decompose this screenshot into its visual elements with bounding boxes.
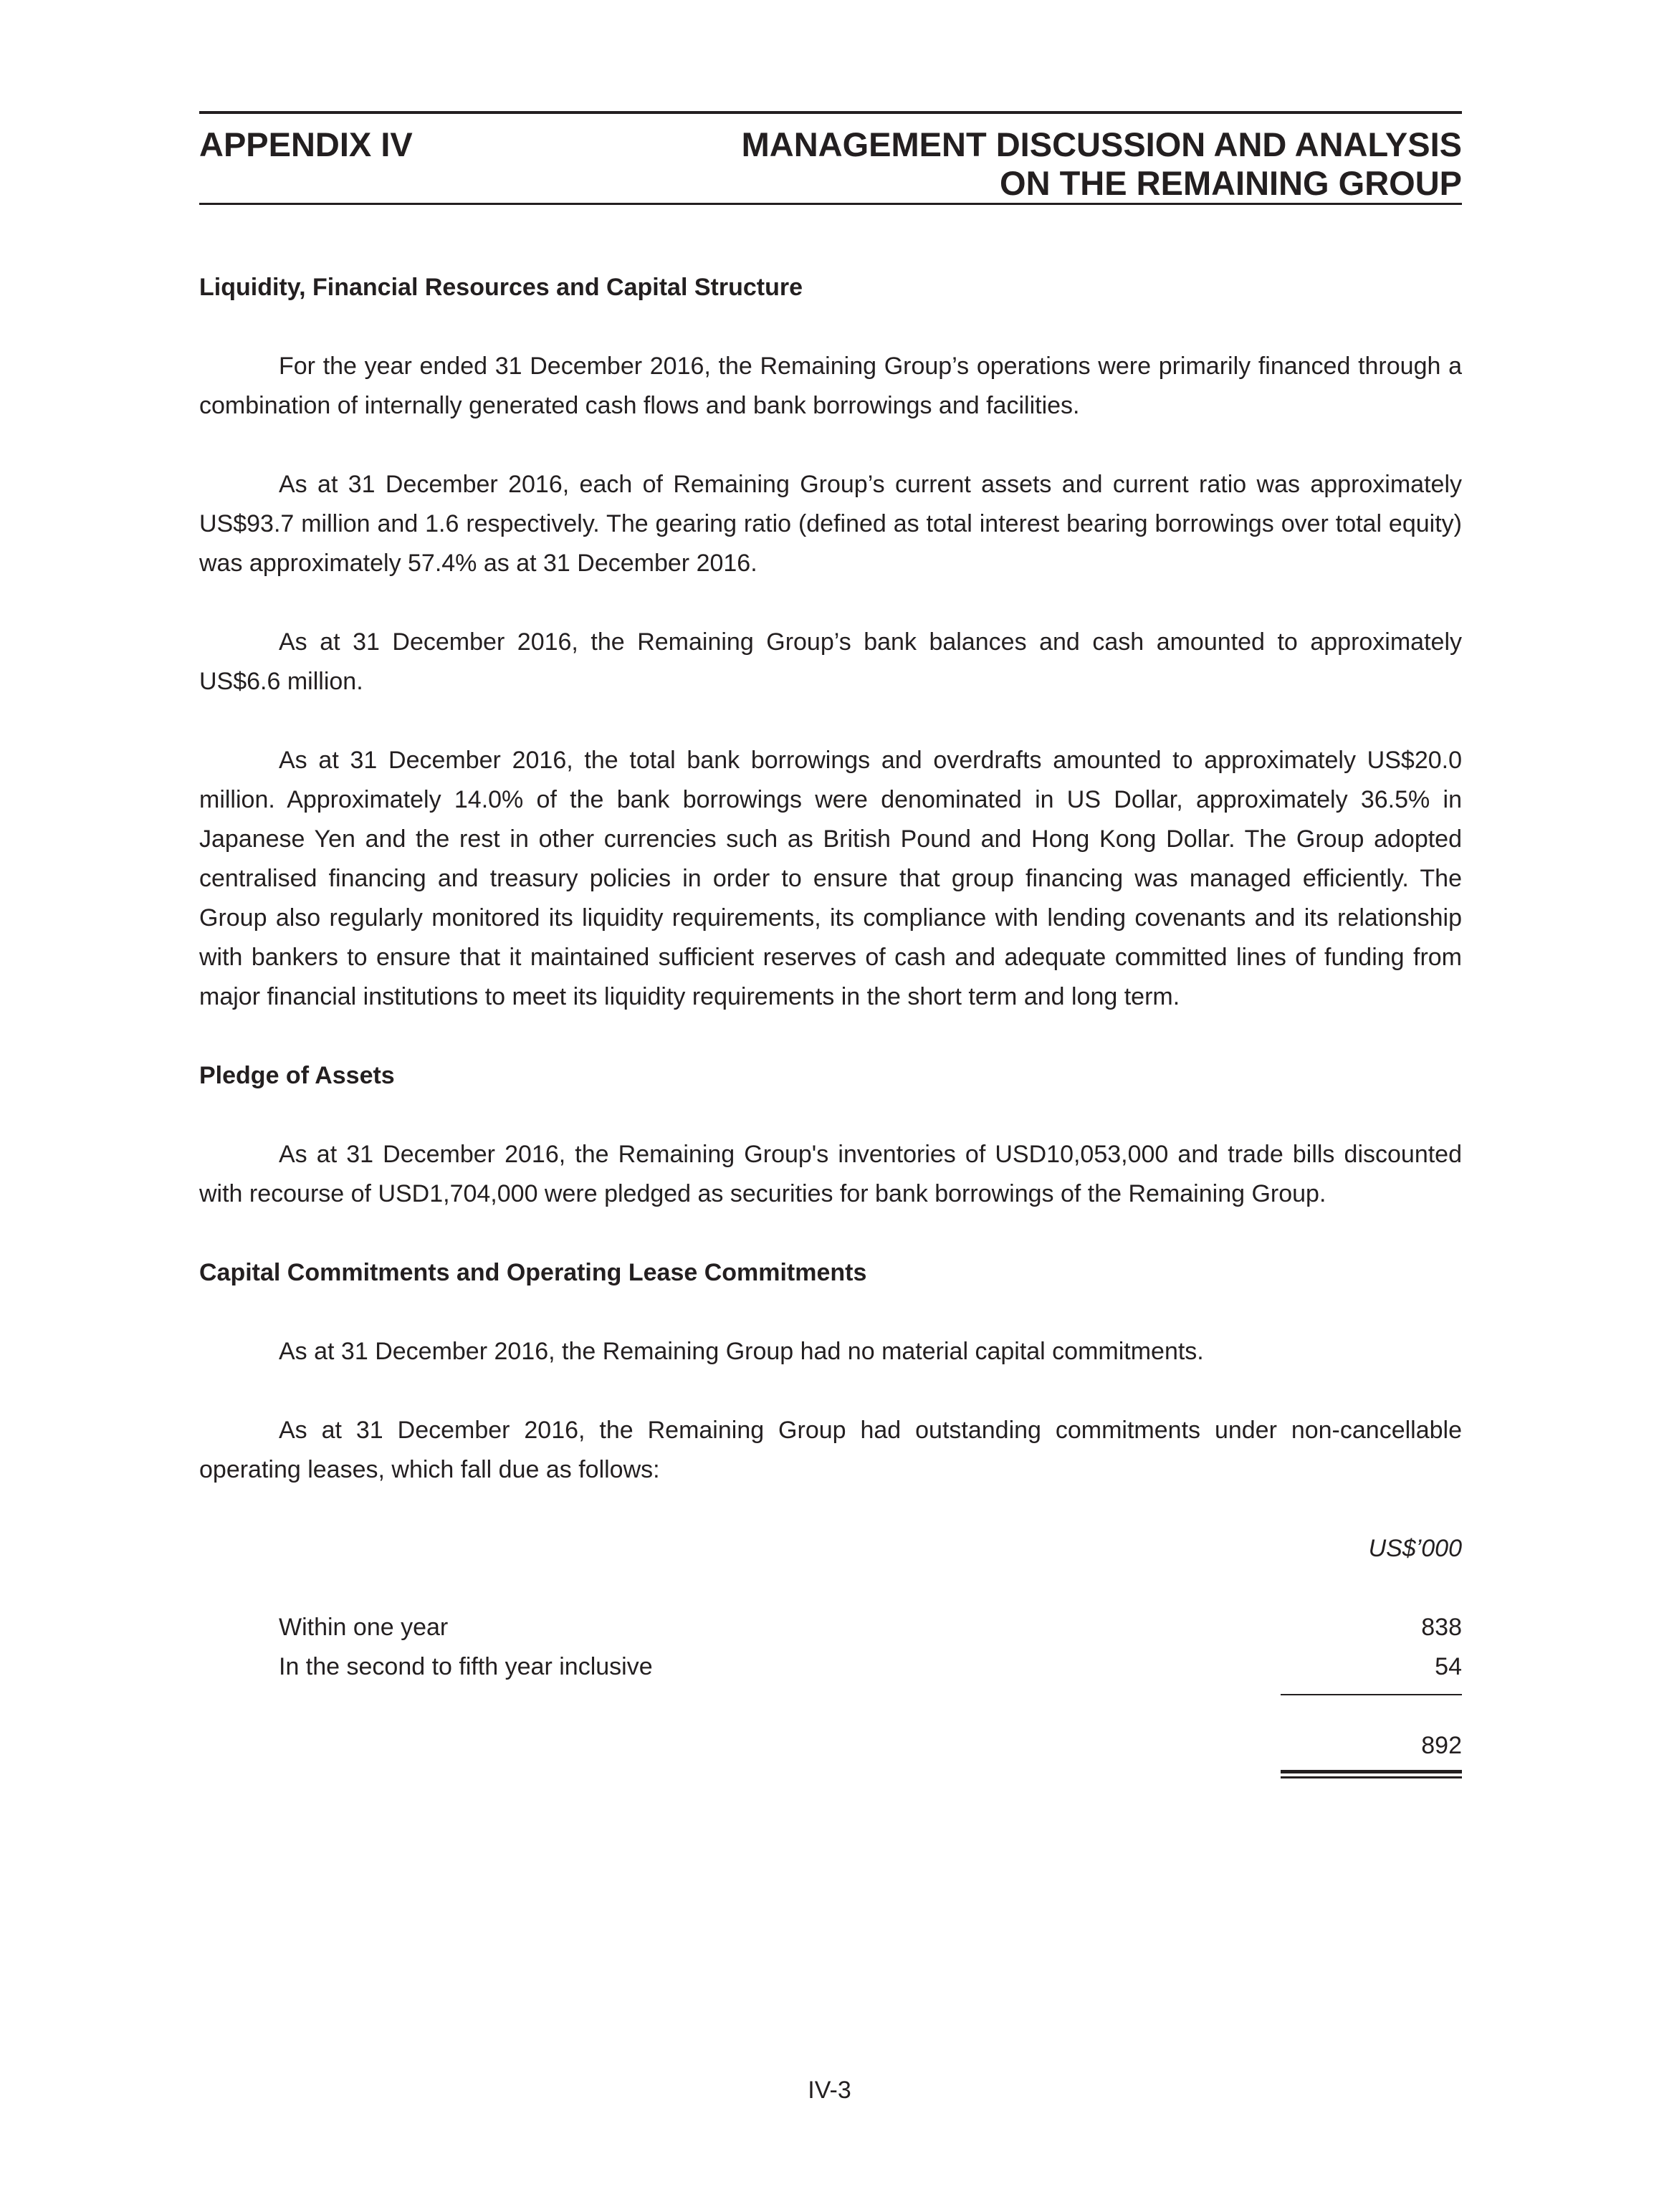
table-total-row xyxy=(199,1726,1462,1766)
paragraph-liquidity-3: As at 31 December 2016, the Remaining Group’s bank balances and cash amounted to approximately US$6.6 million. xyxy=(199,628,1462,695)
row-label: Within one year xyxy=(279,1614,449,1641)
appendix-label: APPENDIX IV xyxy=(199,125,413,163)
document-page xyxy=(199,111,1462,1787)
page-number: IV-3 xyxy=(808,2077,851,2104)
lease-commitments-table xyxy=(199,1529,1462,1787)
table-unit-row xyxy=(199,1529,1462,1569)
paragraph-liquidity-2: As at 31 December 2016, each of Remaining Group’s current assets and current ratio was approximately US$93.7 million and 1.6 respectively. The gearing ratio (defined as total interest bearing borrowings over total equity) was approximately 57.4% as at 31 December 2016. xyxy=(199,471,1462,577)
total-double-rule xyxy=(1281,1770,1462,1778)
section-heading-liquidity: Liquidity, Financial Resources and Capital Structure xyxy=(199,274,803,301)
paragraph-commitments-2: As at 31 December 2016, the Remaining Group had outstanding commitments under non-cancellable operating leases, which fall due as follows: xyxy=(199,1417,1462,1483)
table-row xyxy=(199,1608,1462,1647)
page-header xyxy=(199,114,1462,203)
total-value: 892 xyxy=(1421,1732,1462,1759)
row-label: In the second to fifth year inclusive xyxy=(279,1653,653,1680)
paragraph-pledge-1: As at 31 December 2016, the Remaining Group's inventories of USD10,053,000 and trade bills discounted with recourse of USD1,704,000 were pledged as securities for bank borrowings of the Remaining Group. xyxy=(199,1141,1462,1207)
unit-label: US$’000 xyxy=(1368,1535,1462,1562)
row-value: 838 xyxy=(1421,1614,1462,1641)
header-title xyxy=(742,125,1462,203)
section-heading-commitments: Capital Commitments and Operating Lease Commitments xyxy=(199,1259,867,1286)
table-row xyxy=(199,1647,1462,1687)
header-title-line-2: ON THE REMAINING GROUP xyxy=(1000,164,1462,202)
paragraph-liquidity-1: For the year ended 31 December 2016, the Remaining Group’s operations were primarily financed through a combination of internally generated cash flows and bank borrowings and facilities. xyxy=(199,353,1462,419)
header-title-line-1: MANAGEMENT DISCUSSION AND ANALYSIS xyxy=(741,125,1462,163)
paragraph-commitments-1: As at 31 December 2016, the Remaining Group had no material capital commitments. xyxy=(279,1338,1204,1365)
paragraph-liquidity-4: As at 31 December 2016, the total bank borrowings and overdrafts amounted to approximately US$20.0 million. Approximately 14.0% of the bank borrowings were denominated in US Dollar, approximately 36.5% in Japanese Yen and the rest in other currencies such as British Pound and Hong Kong Dollar. The Group adopted centralised financing and treasury policies in order to ensure that group financing was managed efficiently. The Group also regularly monitored its liquidity requirements, its compliance with lending covenants and its relationship with bankers to ensure that it maintained sufficient reserves of cash and adequate committed lines of funding from major financial institutions to meet its liquidity requirements in the short term and long term. xyxy=(199,747,1462,1010)
section-heading-pledge: Pledge of Assets xyxy=(199,1062,395,1089)
subtotal-rule xyxy=(1281,1694,1462,1695)
row-value: 54 xyxy=(1435,1653,1462,1680)
